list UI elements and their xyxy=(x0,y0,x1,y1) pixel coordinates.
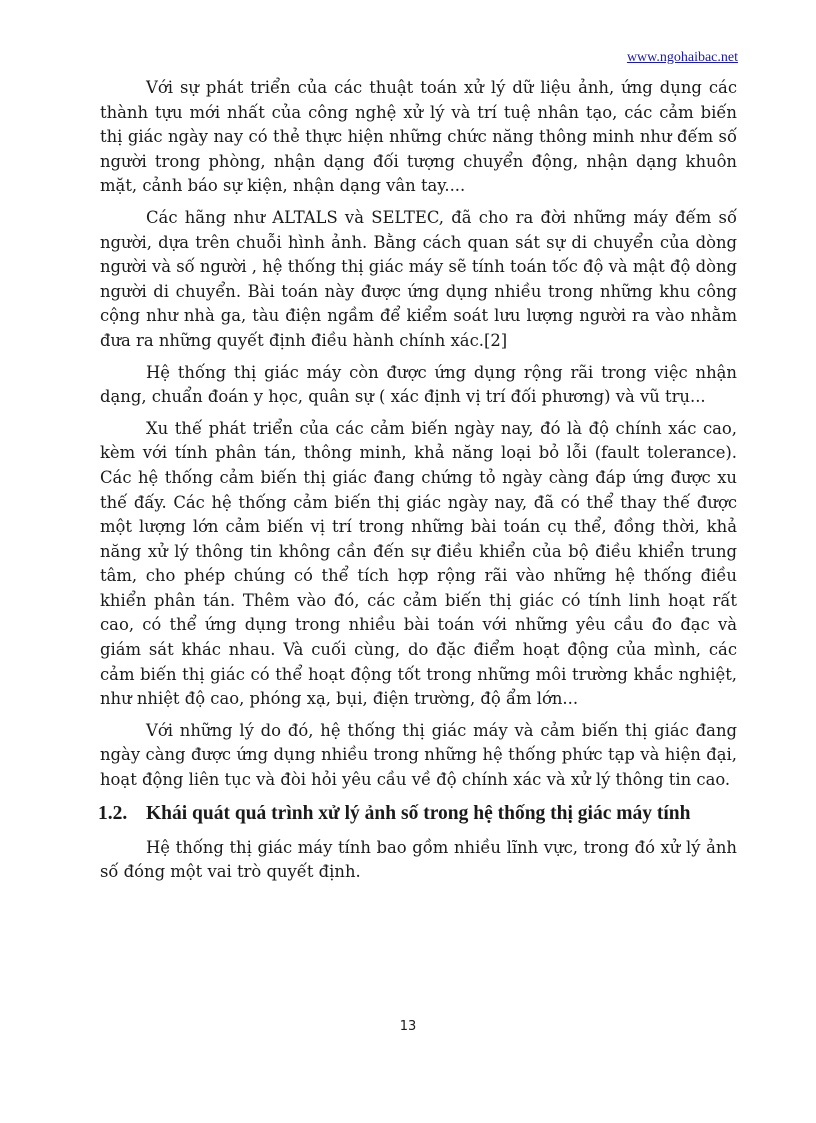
paragraph-applications: Hệ thống thị giác máy còn được ứng dụng rộng rãi trong việc nhận dạng, chuẩn đoán y học, quân sự ( xác định vị trí đối phương) và vũ trụ... xyxy=(100,362,737,407)
paragraph-section-intro: Hệ thống thị giác máy tính bao gồm nhiều lĩnh vực, trong đó xử lý ảnh số đóng một vai trò quyết định. xyxy=(100,837,737,882)
section-number: 1.2. xyxy=(98,802,128,824)
page-number: 13 xyxy=(399,1019,417,1034)
page-content xyxy=(100,76,737,892)
paragraph-intro: Với sự phát triển của các thuật toán xử lý dữ liệu ảnh, ứng dụng các thành tựu mới nhất của công nghệ xử lý và trí tuệ nhân tạo, các cảm biến thị giác ngày nay có thẻ thực hiện những chức năng thông minh như đếm số người trong phòng, nhận dạng đối tượng chuyển động, nhận dạng khuôn mặt, cảnh báo sự kiện, nhận dạng vân tay.... xyxy=(100,78,737,196)
section-title: Khái quát quá trình xử lý ảnh số trong hệ thống thị giác máy tính xyxy=(146,802,691,824)
paragraph-people-counting: Các hãng như ALTALS và SELTEC, đã cho ra đời những máy đếm số người, dựa trên chuỗi hình ảnh. Bằng cách quan sát sự di chuyển của dòng người và số người , hệ thống thị giác máy sẽ tính toán tốc độ và mật độ dòng người di chuyển. Bài toán này được ứng dụng nhiều trong những khu công cộng như nhà ga, tàu điện ngầm để kiểm soát lưu lượng người ra vào nhằm đưa ra những quyết định điều hành chính xác.[2] xyxy=(100,207,737,350)
paragraph-trends: Xu thế phát triển của các cảm biến ngày nay, đó là độ chính xác cao, kèm với tính phân tán, thông minh, khả năng loại bỏ lỗi (fault tolerance). Các hệ thống cảm biến thị giác đang chứng tỏ ngày càng đáp ứng được xu thế đấy. Các hệ thống cảm biến thị giác ngày nay, đã có thể thay thế được một lượng lớn cảm biến vị trí trong những bài toán cụ thể, đồng thời, khả năng xử lý thông tin không cần đến sự điều khiển của bộ điều khiển trung tâm, cho phép chúng có thể tích hợp rộng rãi vào những hệ thống điều khiển phân tán. Thêm vào đó, các cảm biến thị giác có tính linh hoạt rất cao, có thể ứng dụng trong nhiều bài toán với những yêu cầu đo đạc và giám sát khác nhau. Và cuối cùng, do đặc điểm hoạt động của mình, các cảm biến thị giác có thể hoạt động tốt trong những môi trường khắc nghiệt, như nhiệt độ cao, phóng xạ, bụi, điện trường, độ ẩm lớn... xyxy=(100,418,737,709)
header-website-link[interactable]: www.ngohaibac.net xyxy=(626,50,738,65)
paragraph-conclusion: Với những lý do đó, hệ thống thị giác máy và cảm biến thị giác đang ngày càng được ứng dụng nhiều trong những hệ thống phức tạp và hiện đại, hoạt động liên tục và đòi hỏi yêu cầu về độ chính xác và xử lý thông tin cao. xyxy=(100,720,737,790)
section-heading xyxy=(100,800,737,828)
